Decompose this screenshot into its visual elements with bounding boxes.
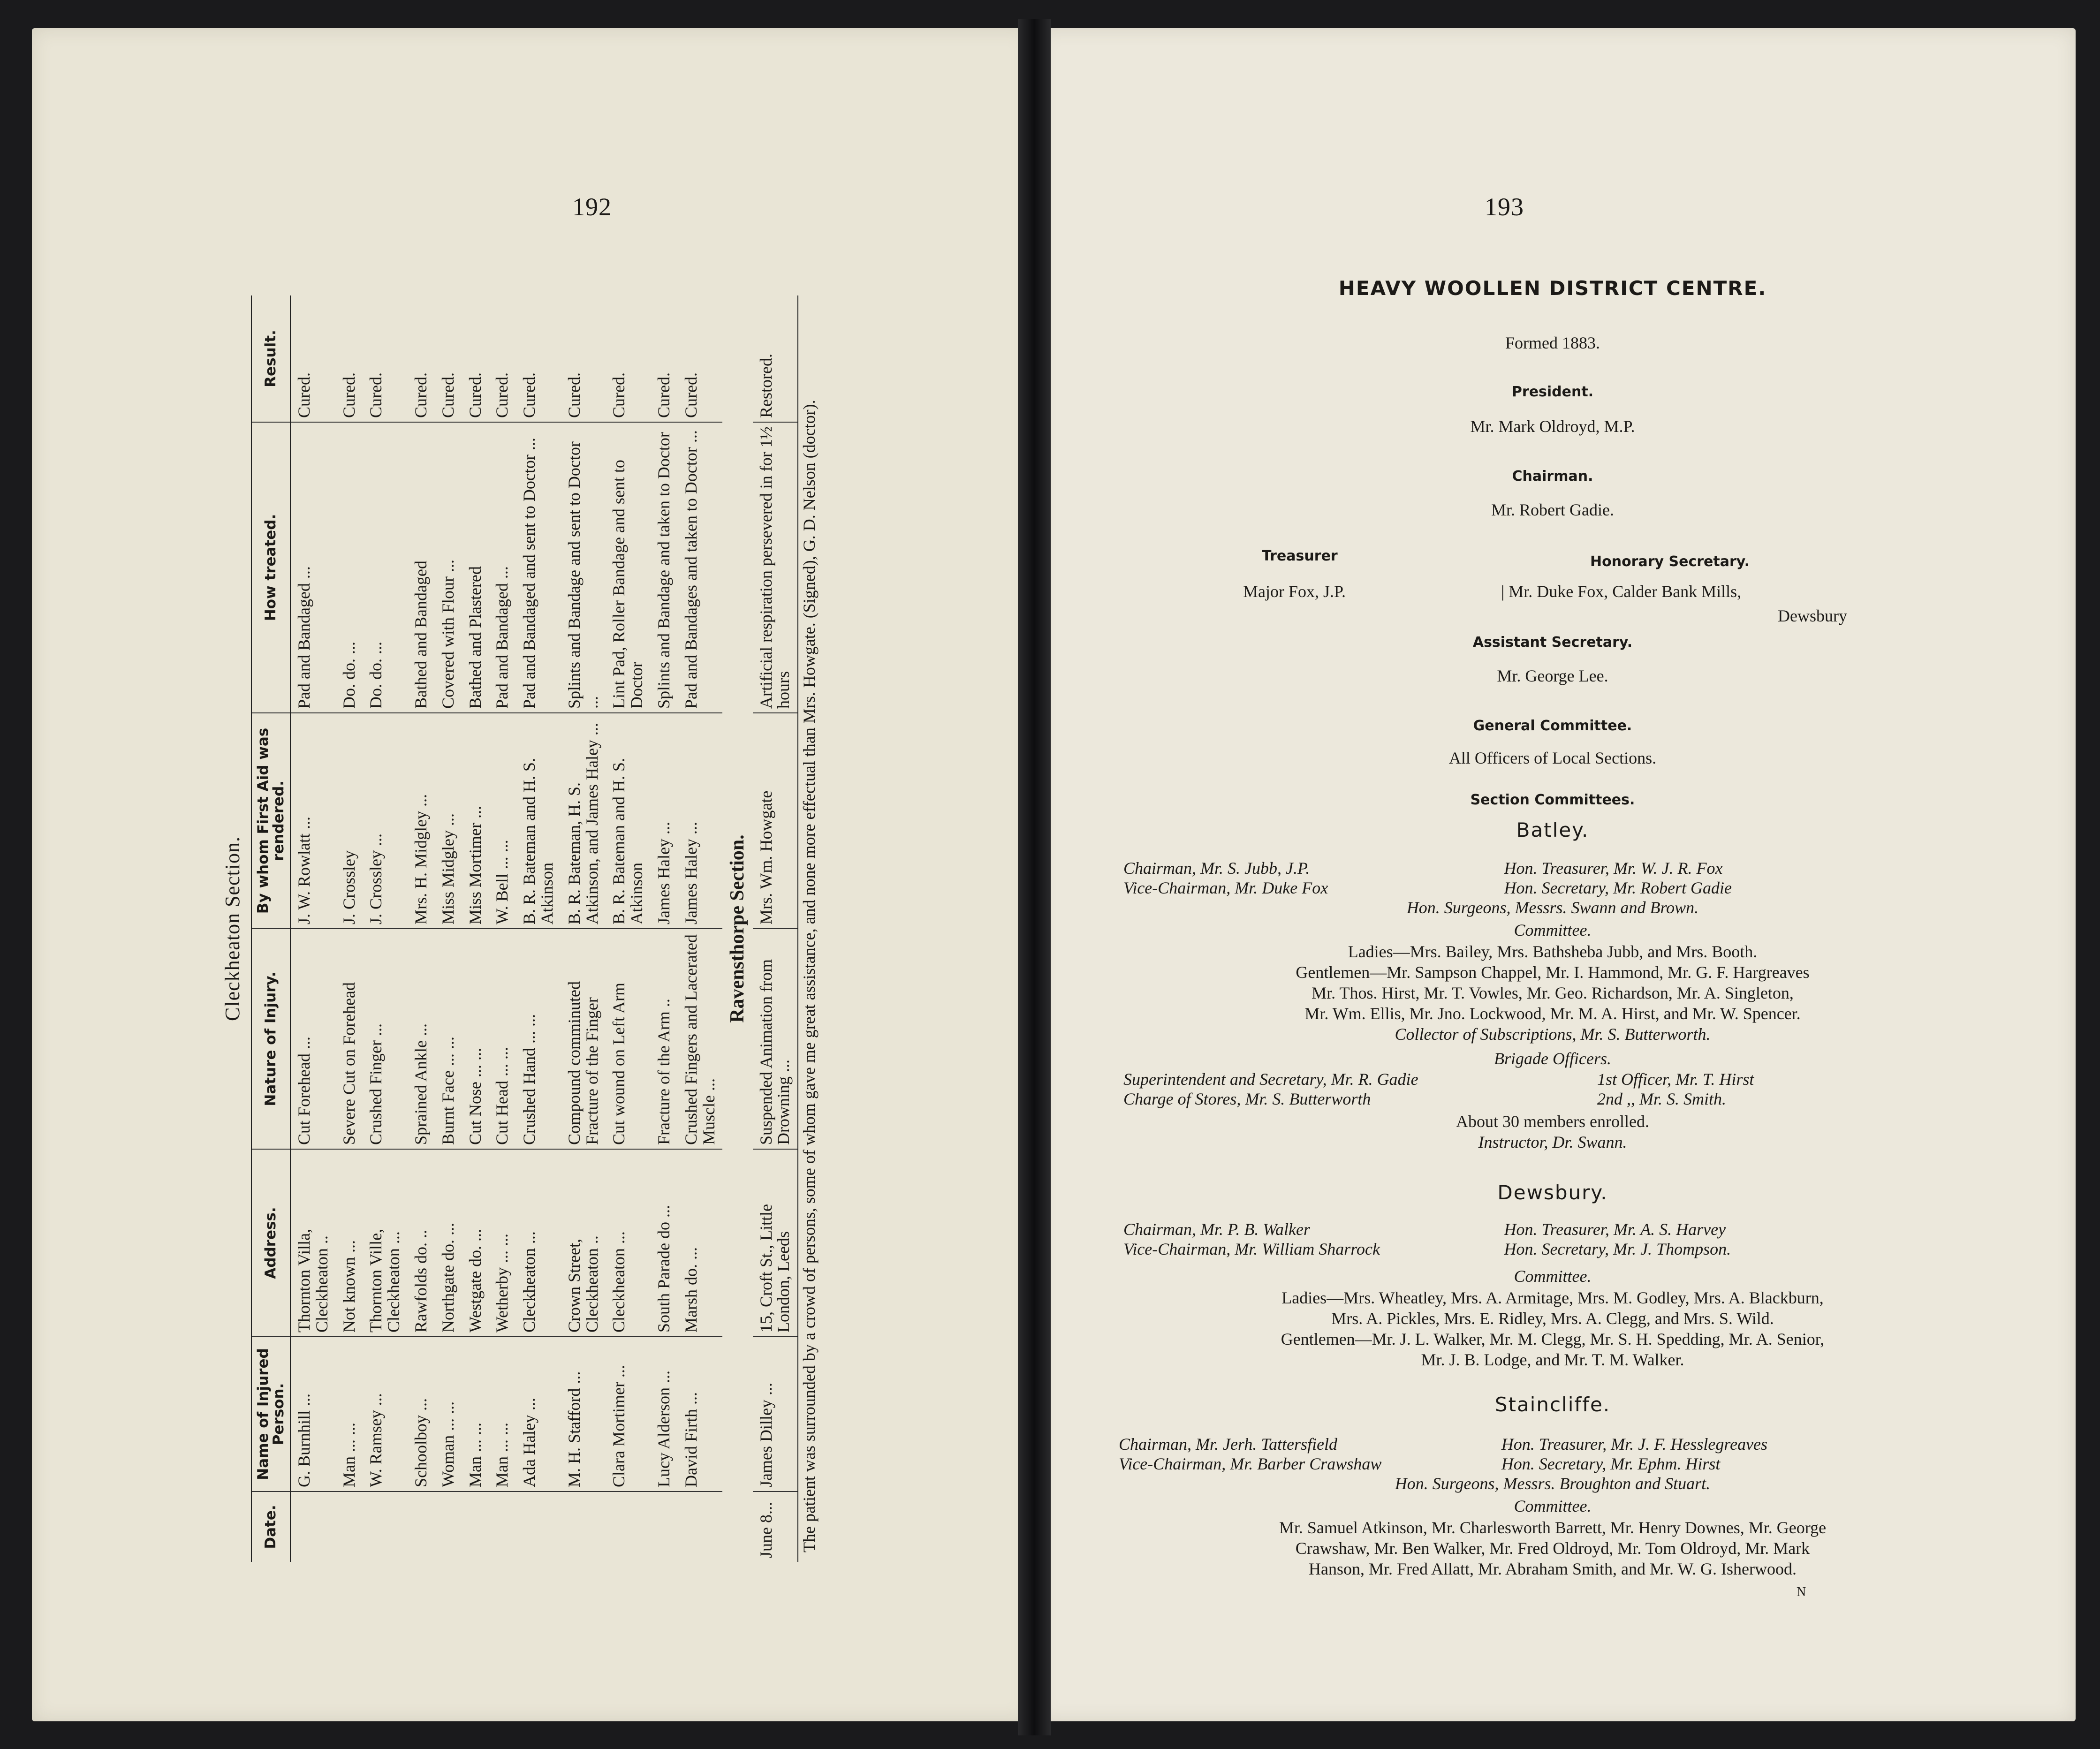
cell-date	[435, 1492, 462, 1562]
centre-title: HEAVY WOOLLEN DISTRICT CENTRE.	[1338, 277, 1767, 300]
cell-result: Cured.	[561, 295, 606, 422]
staincliffe-committee-label: Committee.	[1514, 1497, 1592, 1515]
cell-injury: Burnt Face ... ...	[435, 929, 462, 1149]
cell-name: Clara Mortimer ...	[606, 1337, 651, 1492]
cell-injury: Crushed Hand ... ...	[516, 929, 561, 1149]
col-header-name: Name of Injured Person.	[251, 1337, 290, 1492]
cell-date	[516, 1492, 561, 1562]
cell-injury: Suspended Animation from Drowning ...	[753, 929, 798, 1149]
chairman-name: Mr. Robert Gadie.	[1491, 500, 1614, 519]
honorary-secretary-name: | Mr. Duke Fox, Calder Bank Mills,	[1501, 582, 1742, 601]
cell-treated: Pad and Bandaged and sent to Doctor ...	[516, 422, 561, 713]
book-gutter	[1018, 19, 1051, 1735]
cell-treated: Pad and Bandaged ...	[290, 422, 336, 713]
staincliffe-officers	[1119, 1434, 2015, 1474]
cell-result: Cured.	[290, 295, 336, 422]
cell-result: Cured.	[516, 295, 561, 422]
cell-name: W. Ramsey ...	[363, 1337, 408, 1492]
col-header-result: Result.	[251, 295, 290, 422]
dewsbury-gentlemen-1: Gentlemen—Mr. J. L. Walker, Mr. M. Clegg, Mr. S. H. Spedding, Mr. A. Senior,	[1281, 1330, 1825, 1348]
batley-ladies: Ladies—Mrs. Bailey, Mrs. Bathsheba Jubb, and Mrs. Booth.	[1348, 942, 1758, 961]
dewsbury-vice-chairman: Vice-Chairman, Mr. William Sharrock	[1123, 1240, 1380, 1259]
general-committee-text: All Officers of Local Sections.	[1448, 749, 1657, 767]
cell-address: 15, Croft St., Little London, Leeds	[753, 1149, 798, 1337]
col-header-address: Address.	[251, 1149, 290, 1337]
dewsbury-gentlemen-2: Mr. J. B. Lodge, and Mr. T. M. Walker.	[1421, 1350, 1684, 1369]
cell-treated: Splints and Bandage and taken to Doctor	[651, 422, 678, 713]
cell-name: Woman ... ...	[435, 1337, 462, 1492]
chairman-label: Chairman.	[1512, 468, 1593, 485]
cell-address: Rawfolds do. ..	[408, 1149, 435, 1337]
batley-brigade-label: Brigade Officers.	[1494, 1049, 1611, 1068]
cell-first-aid: J. Crossley ...	[363, 713, 408, 929]
cell-treated: Bathed and Bandaged	[408, 422, 435, 713]
staincliffe-treasurer: Hon. Treasurer, Mr. J. F. Hesslegreaves	[1501, 1435, 1768, 1454]
batley-officers	[1123, 858, 2015, 898]
cell-name: Man ... ...	[336, 1337, 363, 1492]
batley-first-officer: 1st Officer, Mr. T. Hirst	[1597, 1070, 1754, 1089]
cell-date	[489, 1492, 516, 1562]
col-header-injury: Nature of Injury.	[251, 929, 290, 1149]
table-row	[489, 295, 516, 1562]
injury-table	[251, 295, 798, 1562]
cell-treated: Pad and Bandages and taken to Doctor ...	[678, 422, 723, 713]
dewsbury-officers	[1123, 1219, 2015, 1259]
dewsbury-committee-label: Committee.	[1514, 1267, 1592, 1286]
cell-name: Man ... ...	[489, 1337, 516, 1492]
col-header-first-aid: By whom First Aid was rendered.	[251, 713, 290, 929]
staincliffe-vice-chairman: Vice-Chairman, Mr. Barber Crawshaw	[1119, 1454, 1382, 1474]
cell-first-aid: B. R. Bateman and H. S. Atkinson	[606, 713, 651, 929]
col-header-date: Date.	[251, 1492, 290, 1562]
honorary-secretary-label: Honorary Secretary.	[1590, 553, 1750, 570]
cell-first-aid: B. R. Bateman and H. S. Atkinson	[516, 713, 561, 929]
cell-address: Marsh do. ...	[678, 1149, 723, 1337]
assistant-secretary-name: Mr. George Lee.	[1497, 666, 1608, 685]
cell-first-aid: W. Bell ... ...	[489, 713, 516, 929]
cell-result: Cured.	[489, 295, 516, 422]
batley-treasurer: Hon. Treasurer, Mr. W. J. R. Fox	[1504, 859, 1723, 878]
batley-gentlemen-1: Gentlemen—Mr. Sampson Chappel, Mr. I. Hammond, Mr. G. F. Hargreaves	[1296, 963, 1810, 982]
cell-first-aid: Mrs. H. Midgley ...	[408, 713, 435, 929]
cell-result: Restored.	[753, 295, 798, 422]
cell-address: Thornton Villa, Cleckheaton ..	[290, 1149, 336, 1337]
cell-result: Cured.	[606, 295, 651, 422]
cell-date	[336, 1492, 363, 1562]
cell-address: Crown Street, Cleckheaton ..	[561, 1149, 606, 1337]
dewsbury-chairman: Chairman, Mr. P. B. Walker	[1123, 1220, 1311, 1239]
table-row	[606, 295, 651, 1562]
president-label: President.	[1511, 384, 1594, 400]
table-body	[290, 295, 722, 1562]
cell-result: Cured.	[462, 295, 489, 422]
cell-name: James Dilley ...	[753, 1337, 798, 1492]
signature-mark: N	[1797, 1585, 1806, 1599]
staincliffe-chairman: Chairman, Mr. Jerh. Tattersfield	[1119, 1435, 1338, 1454]
cell-treated: Do. do. ...	[336, 422, 363, 713]
section-title-ravensthorpe: Ravensthorpe Section.	[727, 834, 749, 1023]
cell-first-aid: J. W. Rowlatt ...	[290, 713, 336, 929]
staincliffe-surgeons: Hon. Surgeons, Messrs. Broughton and Stuart.	[1395, 1474, 1711, 1493]
cell-date	[651, 1492, 678, 1562]
doctor-note: The patient was surrounded by a crowd of persons, some of whom gave me great assistance, and none more effectual than Mrs. Howgate. (Signed), G. D. Nelson (doctor).	[800, 400, 819, 1552]
section-title-cleckheaton: Cleckheaton Section.	[221, 836, 244, 1021]
cell-address: Westgate do. ...	[462, 1149, 489, 1337]
staincliffe-committee-3: Hanson, Mr. Fred Allatt, Mr. Abraham Smith, and Mr. W. G. Isherwood.	[1309, 1560, 1797, 1578]
batley-second-officer: 2nd ,, Mr. S. Smith.	[1597, 1090, 1727, 1109]
cell-treated: Artificial respiration persevered in for 1½ hours	[753, 422, 798, 713]
section-committees-label: Section Committees.	[1470, 792, 1635, 808]
cell-injury: Sprained Ankle ...	[408, 929, 435, 1149]
batley-gentlemen-2: Mr. Thos. Hirst, Mr. T. Vowles, Mr. Geo. Richardson, Mr. A. Singleton,	[1312, 984, 1794, 1002]
cell-date	[678, 1492, 723, 1562]
cell-first-aid: J. Crossley	[336, 713, 363, 929]
batley-chairman: Chairman, Mr. S. Jubb, J.P.	[1123, 859, 1310, 878]
assistant-secretary-label: Assistant Secretary.	[1472, 634, 1633, 651]
cell-injury: Cut Nose ... ...	[462, 929, 489, 1149]
formed-line: Formed 1883.	[1505, 333, 1600, 352]
cell-treated: Pad and Bandaged ...	[489, 422, 516, 713]
cell-injury: Cut Forehead ...	[290, 929, 336, 1149]
cell-date: June 8...	[753, 1492, 798, 1562]
cell-injury: Compound comminuted Fracture of the Finger	[561, 929, 606, 1149]
cell-first-aid: James Haley ...	[651, 713, 678, 929]
cell-address: Northgate do. ...	[435, 1149, 462, 1337]
cell-result: Cured.	[651, 295, 678, 422]
cell-treated: Splints and Bandage and sent to Doctor ...	[561, 422, 606, 713]
staincliffe-secretary: Hon. Secretary, Mr. Ephm. Hirst	[1501, 1454, 1721, 1474]
cell-address: Cleckheaton ...	[516, 1149, 561, 1337]
cell-injury: Severe Cut on Forehead	[336, 929, 363, 1149]
cell-address: Not known ...	[336, 1149, 363, 1337]
cell-treated: Bathed and Plastered	[462, 422, 489, 713]
dewsbury-treasurer: Hon. Treasurer, Mr. A. S. Harvey	[1504, 1220, 1726, 1239]
table-row	[336, 295, 363, 1562]
cell-name: Man ... ...	[462, 1337, 489, 1492]
dewsbury-heading: Dewsbury.	[1497, 1181, 1608, 1204]
cell-date	[462, 1492, 489, 1562]
cell-name: Schoolboy ...	[408, 1337, 435, 1492]
cell-result: Cured.	[336, 295, 363, 422]
treasurer-name: Major Fox, J.P.	[1243, 582, 1346, 601]
table-row	[408, 295, 435, 1562]
cell-treated: Lint Pad, Roller Bandage and sent to Doctor	[606, 422, 651, 713]
batley-gentlemen-3: Mr. Wm. Ellis, Mr. Jno. Lockwood, Mr. M. A. Hirst, and Mr. W. Spencer.	[1304, 1004, 1801, 1023]
dewsbury-ladies-1: Ladies—Mrs. Wheatley, Mrs. A. Armitage, Mrs. M. Godley, Mrs. A. Blackburn,	[1281, 1288, 1824, 1307]
batley-instructor: Instructor, Dr. Swann.	[1478, 1133, 1627, 1151]
cell-address: Thornton Ville, Cleckheaton ...	[363, 1149, 408, 1337]
table-header-row	[251, 295, 290, 1562]
dewsbury-ladies-2: Mrs. A. Pickles, Mrs. E. Ridley, Mrs. A. Clegg, and Mrs. S. Wild.	[1331, 1309, 1774, 1328]
cell-date	[561, 1492, 606, 1562]
table-row	[462, 295, 489, 1562]
cell-injury: Cut Head ... ...	[489, 929, 516, 1149]
cell-first-aid: Miss Midgley ...	[435, 713, 462, 929]
batley-secretary: Hon. Secretary, Mr. Robert Gadie	[1504, 878, 1732, 898]
batley-brigade-officers	[1123, 1069, 2015, 1109]
cell-address: Wetherby ... ...	[489, 1149, 516, 1337]
rotated-table-block	[220, 295, 971, 1562]
cell-date	[606, 1492, 651, 1562]
batley-vice-chairman: Vice-Chairman, Mr. Duke Fox	[1123, 878, 1328, 898]
table-row	[651, 295, 678, 1562]
table-row	[678, 295, 723, 1562]
cell-name: Ada Haley ...	[516, 1337, 561, 1492]
cell-date	[363, 1492, 408, 1562]
staincliffe-committee-1: Mr. Samuel Atkinson, Mr. Charlesworth Barrett, Mr. Henry Downes, Mr. George	[1279, 1518, 1827, 1537]
cell-name: Lucy Alderson ...	[651, 1337, 678, 1492]
staincliffe-committee-2: Crawshaw, Mr. Ben Walker, Mr. Fred Oldroyd, Mr. Tom Oldroyd, Mr. Mark	[1295, 1539, 1810, 1558]
batley-superintendent: Superintendent and Secretary, Mr. R. Gadie	[1123, 1070, 1418, 1089]
cell-address: South Parade do ...	[651, 1149, 678, 1337]
cell-name: M. H. Stafford ...	[561, 1337, 606, 1492]
page-number-right: 193	[1485, 193, 1524, 221]
cell-first-aid: B. R. Bateman, H. S. Atkinson, and James Haley ...	[561, 713, 606, 929]
cell-treated: Covered with Flour ...	[435, 422, 462, 713]
table-row	[516, 295, 561, 1562]
table-row	[753, 295, 798, 1562]
table-row	[435, 295, 462, 1562]
batley-collector: Collector of Subscriptions, Mr. S. Butterworth.	[1395, 1025, 1711, 1044]
batley-heading: Batley.	[1516, 818, 1589, 841]
honorary-secretary-town: Dewsbury	[1778, 606, 1847, 625]
cell-first-aid: Mrs. Wm. Howgate	[753, 713, 798, 929]
cell-injury: Crushed Fingers and Lacerated Muscle ...	[678, 929, 723, 1149]
col-header-treated: How treated.	[251, 422, 290, 713]
dewsbury-secretary: Hon. Secretary, Mr. J. Thompson.	[1504, 1240, 1731, 1259]
general-committee-label: General Committee.	[1473, 718, 1632, 734]
batley-members: About 30 members enrolled.	[1456, 1112, 1649, 1131]
cell-date	[290, 1492, 336, 1562]
cell-name: David Firth ...	[678, 1337, 723, 1492]
cell-result: Cured.	[408, 295, 435, 422]
cell-result: Cured.	[435, 295, 462, 422]
table-row	[561, 295, 606, 1562]
cell-result: Cured.	[678, 295, 723, 422]
cell-injury: Fracture of the Arm ..	[651, 929, 678, 1149]
cell-injury: Crushed Finger ...	[363, 929, 408, 1149]
cell-name: G. Burnhill ...	[290, 1337, 336, 1492]
staincliffe-heading: Staincliffe.	[1494, 1393, 1611, 1416]
treasurer-label: Treasurer	[1262, 548, 1338, 564]
cell-injury: Cut wound on Left Arm	[606, 929, 651, 1149]
page-number-left: 192	[572, 193, 612, 221]
cell-address: Cleckheaton ...	[606, 1149, 651, 1337]
cell-treated: Do. do. ...	[363, 422, 408, 713]
batley-charge-of-stores: Charge of Stores, Mr. S. Butterworth	[1123, 1090, 1371, 1109]
batley-committee-label: Committee.	[1514, 921, 1592, 939]
cell-result: Cured.	[363, 295, 408, 422]
batley-surgeons: Hon. Surgeons, Messrs. Swann and Brown.	[1406, 898, 1699, 917]
table-row	[363, 295, 408, 1562]
cell-date	[408, 1492, 435, 1562]
table-row	[290, 295, 336, 1562]
cell-first-aid: Miss Mortimer ...	[462, 713, 489, 929]
cell-first-aid: James Haley ...	[678, 713, 723, 929]
president-name: Mr. Mark Oldroyd, M.P.	[1470, 417, 1635, 436]
